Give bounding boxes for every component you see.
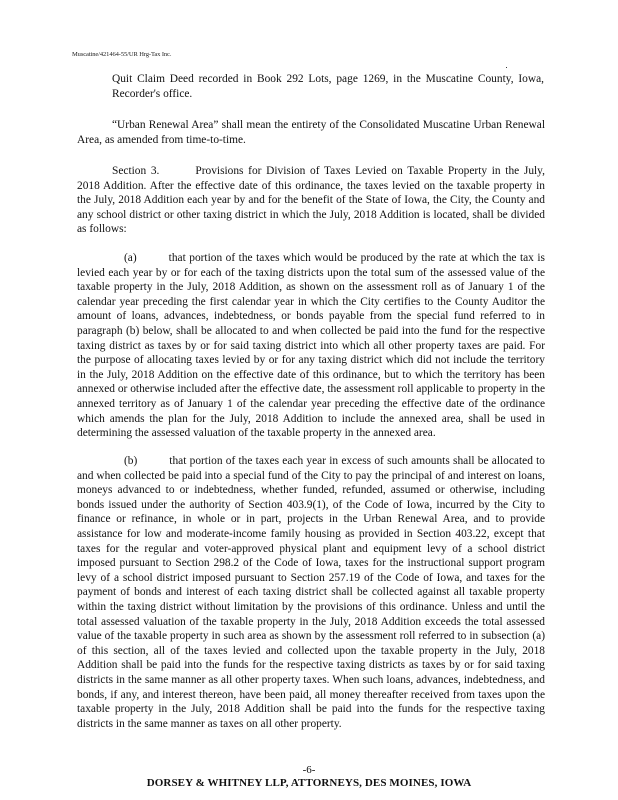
subsection-b (77, 454, 545, 731)
page-number: -6- (302, 764, 316, 776)
section-3-text: Provisions for Division of Taxes Levied on Taxable Property in the July, 2018 Addition. After the effective date of this ordinance, the taxes levied on the taxable property in the July, 2018 Addition each year by and for the benefit of the State of Iowa, the City, the County and any school district or other taxing district in which the July, 2018 Addition is located, shall be divided as follows: (77, 165, 545, 236)
subsection-b-paragraph (77, 454, 545, 731)
deed-text: Quit Claim Deed recorded in Book 292 Lots, page 1269, in the Muscatine County, Iowa, Recorder's office. (112, 73, 544, 100)
subsection-b-text: that portion of the taxes each year in excess of such amounts shall be allocated to and when collected be paid into a special fund of the City to pay the principal of and interest on loans, moneys advanced to or indebtedness, whether funded, refunded, assumed or otherwise, including bonds issued under the authority of Section 403.9(1), of the Code of Iowa, incurred by the City to finance or refinance, in whole or in part, projects in the Urban Renewal Area, and to provide assistance for low and moderate-income family housing as provided in Section 403.22, except that taxes for the regular and voter-approved physical plant and equipment levy of a school district imposed pursuant to Section 298.2 of the Code of Iowa, taxes for the instructional support program levy of a school district imposed pursuant to Section 257.19 of the Code of Iowa, and taxes for the payment of bonds and interest of each taxing district shall be collected against all taxable property within the taxing district without limitation by the provisions of this ordinance. Unless and until the total assessed valuation of the taxable property in the July, 2018 Addition exceeds the total assessed value of the taxable property in such area as shown by the assessment roll referred to in subsection (a) of this section, all of the taxes levied and collected upon the taxable property in the July, 2018 Addition shall be paid into the funds for the respective taxing districts as taxes by or for said taxing districts in the same manner as all other property taxes. When such loans, advances, indebtedness, and bonds, if any, and interest thereon, have been paid, all money thereafter received from taxes upon the taxable property in the July, 2018 Addition shall be paid into the funds for the respective taxing districts in the same manner as taxes on all other property. (77, 455, 545, 730)
section-3-label: Section 3. (112, 165, 160, 177)
subsection-a (77, 251, 545, 441)
subsection-a-label: (a) (124, 252, 137, 264)
section-3 (77, 164, 545, 237)
section-3-paragraph (77, 164, 545, 237)
deed-paragraph (112, 72, 544, 101)
subsection-b-label: (b) (124, 455, 138, 467)
stray-mark (506, 67, 507, 68)
firm-footer: DORSEY & WHITNEY LLP, ATTORNEYS, DES MOINES, IOWA (146, 777, 472, 789)
subsection-a-text: that portion of the taxes which would be produced by the rate at which the tax is levied each year by or for each of the taxing districts upon the total sum of the assessed value of the taxable property in the July, 2018 Addition, as shown on the assessment roll as of January 1 of the calendar year preceding the first calendar year in which the City certifies to the County Auditor the amount of loans, advances, indebtedness, or bonds payable from the special fund referred to in paragraph (b) below, shall be allocated to and when collected be paid into the fund for the respective taxing district as taxes by or for said taxing district into which all other property taxes are paid. For the purpose of allocating taxes levied by or for any taxing district which did not include the territory in the July, 2018 Addition on the effective date of this ordinance, but to which the territory has been annexed or otherwise included after the effective date, the assessment roll applicable to property in the annexed territory as of January 1 of the calendar year preceding the effective date of the ordinance which amends the plan for the July, 2018 Addition to include the annexed area, shall be used in determining the assessed valuation of the taxable property in the annexed area. (77, 252, 545, 440)
urban-renewal-definition (77, 118, 545, 147)
urban-renewal-text: “Urban Renewal Area” shall mean the entirety of the Consolidated Muscatine Urban Renewal Area, as amended from time-to-time. (77, 119, 545, 146)
document-reference-header: Muscatine/421464-55/UR Hrg-Tax Inc. (72, 51, 172, 58)
subsection-a-paragraph (77, 251, 545, 441)
